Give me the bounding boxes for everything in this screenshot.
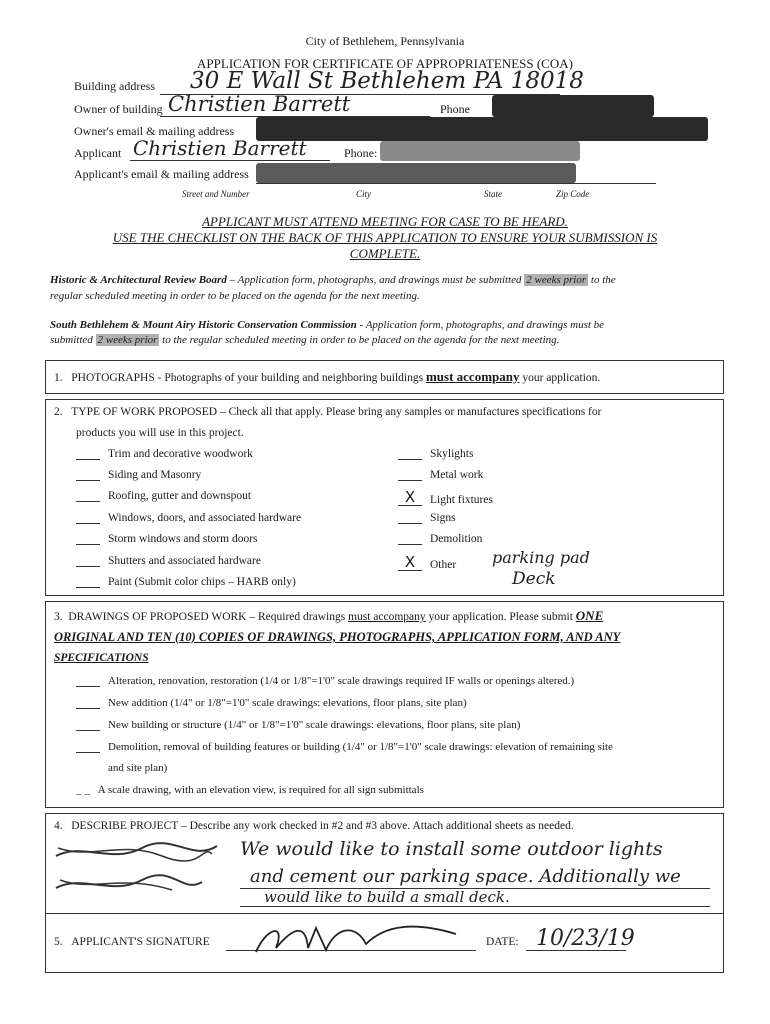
work-windows[interactable]: Windows, doors, and associated hardware [76, 512, 301, 524]
work-light-fixtures[interactable]: X Light fixtures [398, 490, 493, 506]
applicant-email-redacted [256, 163, 576, 183]
work-signs[interactable]: Signs [398, 512, 456, 524]
sub-zip: Zip Code [556, 189, 590, 199]
notice-checklist: USE THE CHECKLIST ON THE BACK OF THIS APPLICATION TO ENSURE YOUR SUBMISSION IS [112, 230, 658, 245]
section3-title: DRAWINGS OF PROPOSED WORK [68, 611, 247, 623]
notice-complete: COMPLETE. [349, 246, 421, 261]
building-address-value[interactable]: 30 E Wall St Bethlehem PA 18018 [190, 68, 584, 94]
form-title: APPLICATION FOR CERTIFICATE OF APPROPRIATENESS (COA) [197, 56, 573, 71]
section-type-of-work: 2. TYPE OF WORK PROPOSED – Check all that apply. Please bring any samples or manufactures specifications for products you will use in this project. Trim and decorative woodwork Siding and Masonry Roofing, gutter and downspout Windows, doors, and associated hardware Storm windows and storm doors Shutters and associated hardware Paint (Submit color chips – HARB only) Skylights Metal work X Light fixtures Signs Demolition X Other parking pad Deck [45, 399, 724, 596]
drawing-demolition[interactable]: Demolition, removal of building features or building (1/4" or 1/8"=1'0" scale drawings: elevation of remaining site [76, 741, 613, 753]
owner-phone-redacted [492, 95, 654, 117]
harb-paragraph-2: regular scheduled meeting in order to be placed on the agenda for the next meeting. [50, 290, 420, 302]
sbhcc-name: South Bethlehem & Mount Airy Historic Conservation Commission [50, 319, 357, 331]
other-value-1[interactable]: parking pad [492, 548, 590, 567]
signature-label: APPLICANT'S SIGNATURE [71, 936, 210, 948]
owner-phone-label: Phone [440, 102, 470, 116]
owner-label: Owner of building [74, 102, 163, 116]
section-describe: 4. DESCRIBE PROJECT – Describe any work checked in #2 and #3 above. Attach additional sheets as needed. [45, 813, 724, 914]
sub-street: Street and Number [182, 189, 250, 199]
work-shutters[interactable]: Shutters and associated hardware [76, 555, 261, 567]
describe-line-1[interactable]: We would like to install some outdoor lights [240, 838, 663, 860]
section1-title: PHOTOGRAPHS [71, 372, 155, 384]
harb-highlight: 2 weeks prior [526, 274, 587, 286]
work-other[interactable]: X Other [398, 555, 456, 571]
other-check: X [398, 555, 422, 571]
sbhcc-highlight: 2 weeks prior [97, 334, 158, 346]
applicant-value[interactable]: Christien Barrett [133, 136, 307, 160]
date-label: DATE: [486, 936, 519, 948]
applicant-label: Applicant [74, 146, 122, 160]
owner-email-redacted [256, 117, 708, 141]
section3-copies: ORIGINAL AND TEN (10) COPIES OF DRAWINGS, PHOTOGRAPHS, APPLICATION FORM, AND ANY [54, 630, 621, 644]
harb-paragraph: Historic & Architectural Review Board – Application form, photographs, and drawings must be submitted 2 weeks prior to the [50, 274, 616, 286]
work-paint[interactable]: Paint (Submit color chips – HARB only) [76, 576, 296, 588]
section-photographs: 1. PHOTOGRAPHS - Photographs of your building and neighboring buildings must accompany your application. [45, 360, 724, 394]
signature-mark[interactable] [246, 918, 466, 958]
section-signature: 5. APPLICANT'S SIGNATURE DATE: 10/23/19 [45, 913, 724, 973]
owner-value[interactable]: Christien Barrett [168, 92, 351, 116]
notice-attend: APPLICANT MUST ATTEND MEETING FOR CASE TO BE HEARD. [202, 214, 568, 229]
work-trim[interactable]: Trim and decorative woodwork [76, 448, 253, 460]
section2-title: TYPE OF WORK PROPOSED [71, 406, 218, 418]
applicant-phone-label: Phone: [344, 146, 378, 160]
sbhcc-paragraph-2: submitted 2 weeks prior to the regular scheduled meeting in order to be placed on the agenda for the next meeting. [50, 334, 560, 346]
owner-email-label: Owner's email & mailing address [74, 124, 235, 138]
section-drawings: 3. DRAWINGS OF PROPOSED WORK – Required drawings must accompany your application. Please submit ONE ORIGINAL AND TEN (10) COPIES OF DRAWINGS, PHOTOGRAPHS, APPLICATION FORM, AND ANY SPECIFICATIONS Alteration, renovation, restoration (1/4 or 1/8"=1'0" scale drawings required IF walls or openings altered.) New addition (1/4" or 1/8"=1'0" scale drawings: elevations, floor plans, site plan) New building or structure (1/4" or 1/8"=1'0" scale drawings: elevations, floor plans, site plan) Demolition, removal of building features or building (1/4" or 1/8"=1'0" scale drawings: elevation of remaining site and site plan) _ _ A scale drawing, with an elevation view, is required for all sign submittals [45, 601, 724, 808]
harb-name: Historic & Architectural Review Board [50, 274, 227, 286]
applicant-email-label: Applicant's email & mailing address [74, 167, 249, 181]
building-address-label: Building address [74, 79, 155, 93]
work-demolition[interactable]: Demolition [398, 533, 482, 545]
sub-state: State [484, 189, 502, 199]
light-fixtures-check: X [398, 490, 422, 506]
sub-city: City [356, 189, 371, 199]
applicant-phone-redacted [380, 141, 580, 161]
work-metal[interactable]: Metal work [398, 469, 483, 481]
work-skylights[interactable]: Skylights [398, 448, 473, 460]
drawing-addition[interactable]: New addition (1/4" or 1/8"=1'0" scale drawings: elevations, floor plans, site plan) [76, 697, 467, 709]
work-siding[interactable]: Siding and Masonry [76, 469, 201, 481]
work-storm[interactable]: Storm windows and storm doors [76, 533, 258, 545]
sbhcc-paragraph: South Bethlehem & Mount Airy Historic Conservation Commission - Application form, photographs, and drawings must be [50, 319, 605, 331]
work-roofing[interactable]: Roofing, gutter and downspout [76, 490, 251, 502]
scribble-marks [52, 834, 222, 904]
drawing-sign[interactable]: _ _ A scale drawing, with an elevation view, is required for all sign submittals [76, 784, 424, 796]
drawing-alteration[interactable]: Alteration, renovation, restoration (1/4 or 1/8"=1'0" scale drawings required IF walls or openings altered.) [76, 675, 574, 687]
date-value[interactable]: 10/23/19 [536, 926, 635, 951]
city-heading: City of Bethlehem, Pennsylvania [305, 34, 465, 48]
section4-title: DESCRIBE PROJECT [71, 820, 179, 832]
describe-line-2[interactable]: and cement our parking space. Additionally we [250, 866, 681, 887]
drawing-new-building[interactable]: New building or structure (1/4" or 1/8"=1'0" scale drawings: elevations, floor plans, site plan) [76, 719, 520, 731]
describe-line-3[interactable]: would like to build a small deck. [264, 888, 510, 906]
other-value-2[interactable]: Deck [512, 569, 556, 589]
